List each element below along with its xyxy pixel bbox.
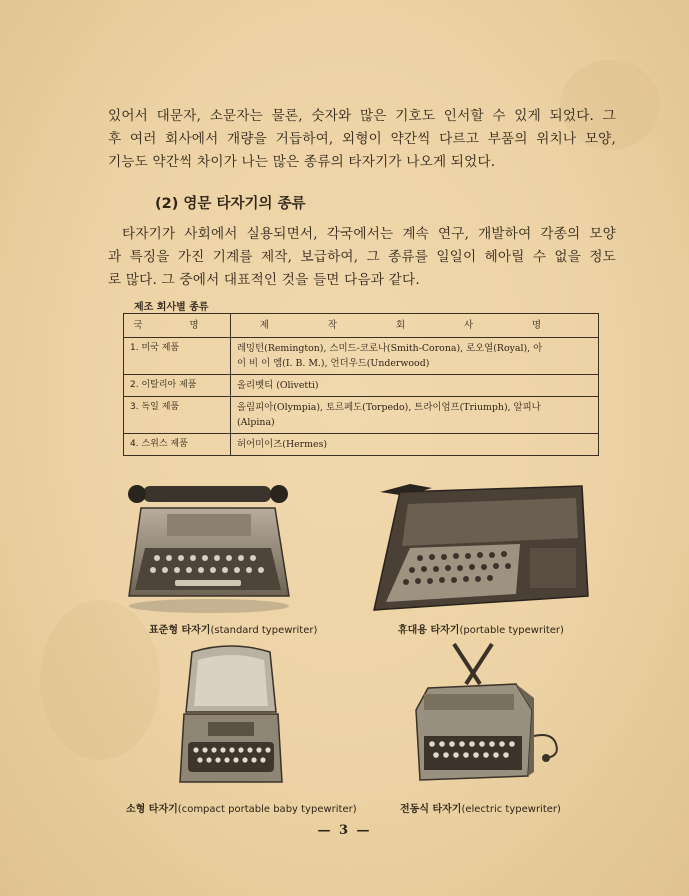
caption-english: (portable typewriter) bbox=[459, 625, 564, 636]
caption-english: (compact portable baby typewriter) bbox=[177, 804, 357, 815]
makers-line: 올리벳티 (Olivetti) bbox=[237, 380, 319, 391]
paragraph-types bbox=[108, 223, 616, 292]
text-line: 기능도 약간씩 차이가 나는 많은 종류의 타자기가 나오게 되었다. bbox=[108, 154, 496, 170]
caption-korean: 표준형 타자기 bbox=[149, 625, 211, 636]
paragraph-intro bbox=[108, 105, 616, 174]
paper-stain bbox=[40, 600, 160, 760]
header-country: 국 명 bbox=[124, 314, 231, 338]
makers-cell bbox=[231, 397, 599, 434]
makers-line: 허어미이즈(Hermes) bbox=[237, 439, 328, 450]
compact-typewriter-photo bbox=[178, 642, 284, 790]
makers-cell bbox=[231, 338, 599, 375]
caption-korean: 휴대용 타자기 bbox=[398, 625, 460, 636]
caption-english: (electric typewriter) bbox=[461, 804, 561, 815]
electric-typewriter-photo bbox=[406, 640, 566, 790]
makers-line: 이 비 이 엠(I. B. M.), 언더우드(Underwood) bbox=[237, 358, 430, 369]
makers-cell bbox=[231, 434, 599, 456]
text-line: 과 특징을 가진 기계를 제작, 보급하여, 그 종류를 일일이 헤아릴 수 없을 정도 bbox=[108, 249, 616, 265]
table-row bbox=[124, 375, 599, 397]
manufacturer-table bbox=[123, 313, 599, 456]
country-cell: 4. 스위스 제품 bbox=[124, 434, 231, 456]
text-line: 타자기가 사회에서 실용되면서, 각국에서는 계속 연구, 개발하여 각종의 모양 bbox=[122, 226, 616, 242]
text-line: 있어서 대문자, 소문자는 물론, 숫자와 많은 기호도 인서할 수 있게 되었다. 그 bbox=[108, 108, 616, 124]
figure-caption-electric bbox=[400, 800, 561, 815]
table-caption: 제조 회사별 종류 bbox=[134, 302, 209, 313]
caption-english: (standard typewriter) bbox=[210, 625, 318, 636]
makers-line: (Alpina) bbox=[237, 417, 275, 428]
text-line: 후 여러 회사에서 개량을 거듭하여, 외형이 약간씩 다르고 부품의 위치나 모양, bbox=[108, 131, 616, 147]
page-number: — 3 — bbox=[317, 823, 372, 838]
table-row bbox=[124, 434, 599, 456]
figure-caption-portable bbox=[398, 621, 564, 636]
caption-korean: 전동식 타자기 bbox=[400, 804, 462, 815]
country-cell: 1. 미국 제품 bbox=[124, 338, 231, 375]
country-cell: 2. 이탈리아 제품 bbox=[124, 375, 231, 397]
header-makers: 제 작 회 사 명 bbox=[231, 314, 599, 338]
table-row bbox=[124, 338, 599, 375]
section-heading: (2) 영문 타자기의 종류 bbox=[155, 196, 306, 212]
caption-korean: 소형 타자기 bbox=[126, 804, 178, 815]
makers-line: 올림피아(Olympia), 토르페도(Torpedo), 트라이엄프(Triumph), 알피나 bbox=[237, 402, 541, 413]
standard-typewriter-photo bbox=[123, 478, 293, 616]
table-row bbox=[124, 397, 599, 434]
figure-caption-standard bbox=[149, 621, 317, 636]
portable-typewriter-photo bbox=[370, 478, 592, 616]
makers-cell bbox=[231, 375, 599, 397]
makers-line: 레밍턴(Remington), 스미드-코로나(Smith-Corona), 로오열(Royal), 아 bbox=[237, 343, 543, 354]
table-header-row bbox=[124, 314, 599, 338]
figure-caption-compact bbox=[126, 800, 357, 815]
text-line: 로 많다. 그 중에서 대표적인 것을 들면 다음과 같다. bbox=[108, 272, 420, 288]
country-cell: 3. 독일 제품 bbox=[124, 397, 231, 434]
